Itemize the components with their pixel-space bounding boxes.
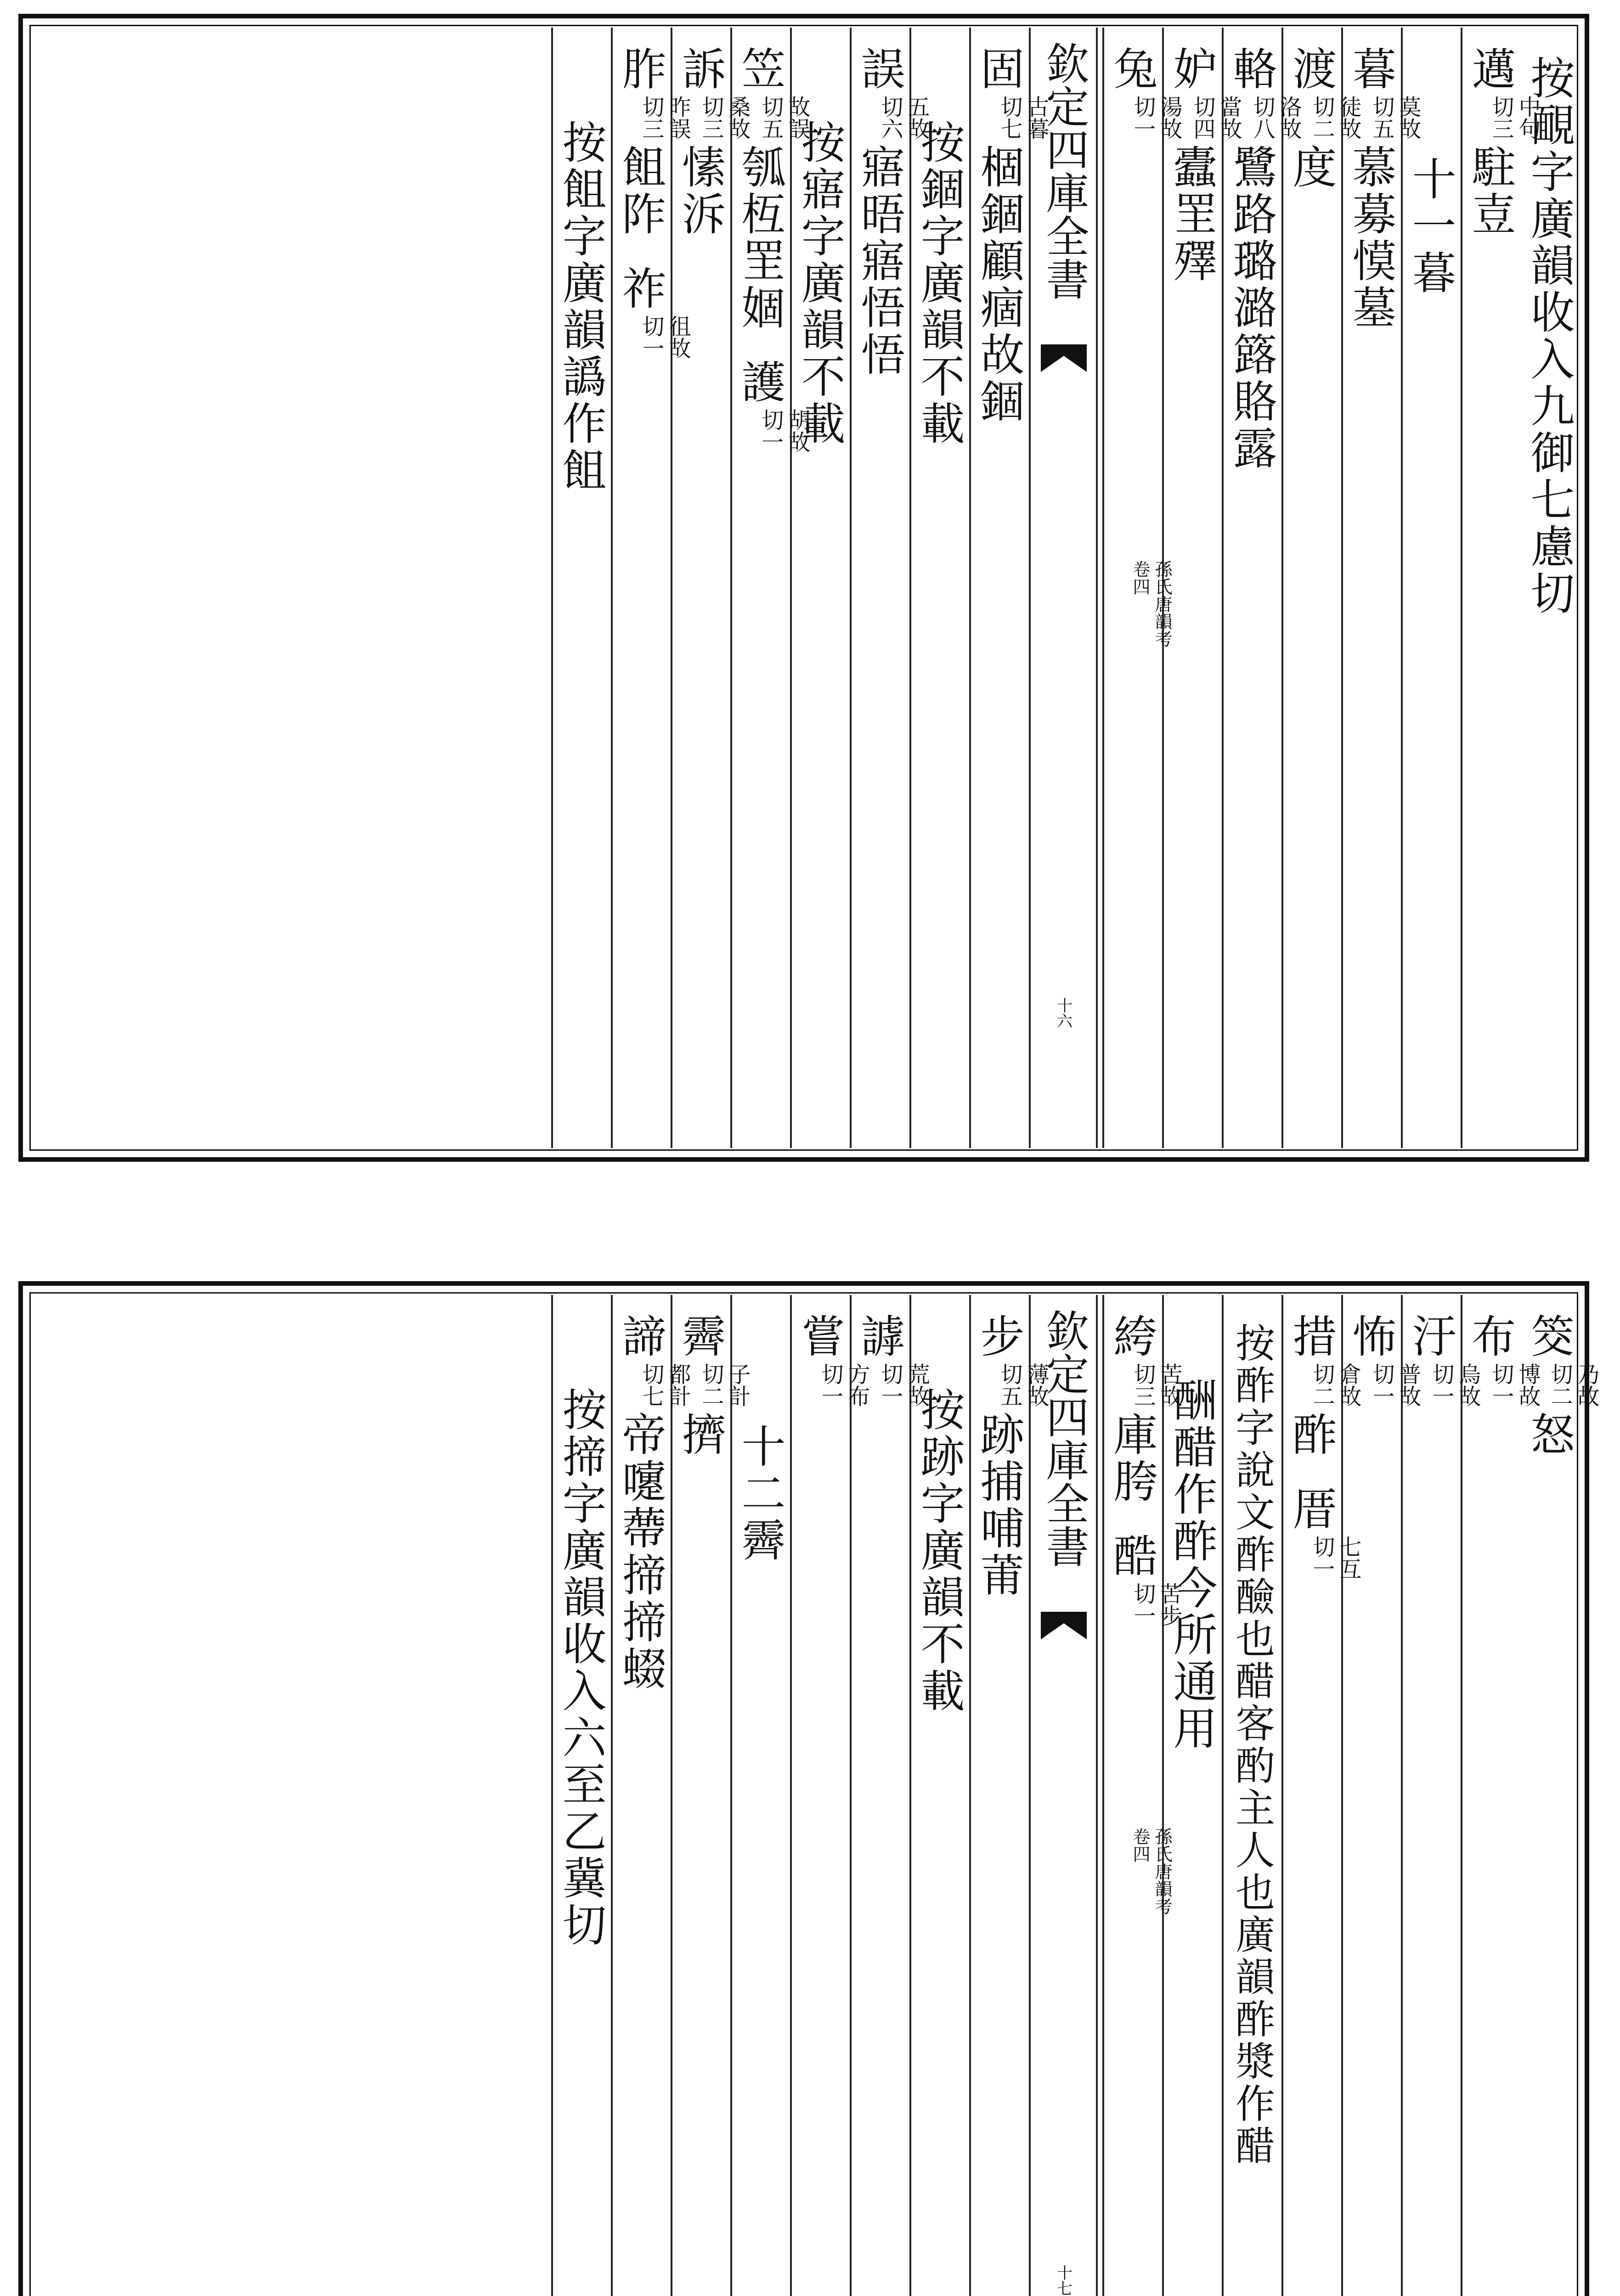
entry-head: 布	[1465, 1313, 1516, 1360]
entry-tail: 鷺路璐潞簬賂露	[1226, 144, 1277, 472]
page-number: 十六	[1054, 997, 1072, 1029]
gloss-line: 湯故	[1157, 96, 1182, 140]
column-11	[909, 1295, 967, 2296]
gloss-line: 切五	[758, 96, 784, 140]
gloss-line: 故誤	[785, 96, 810, 140]
column-text: 按飷字廣韻譌作飷	[555, 119, 607, 494]
gloss-line: 切六	[877, 96, 903, 140]
gloss-line: 荒故	[904, 1363, 930, 1407]
entry-head: 霽	[675, 1313, 726, 1360]
gloss-line: 切一	[1488, 1363, 1514, 1407]
gloss-line: 切二	[1309, 96, 1335, 140]
column-12	[850, 1295, 930, 2296]
entry-head: 兔	[1106, 46, 1158, 93]
gloss-line: 子計	[725, 1363, 751, 1407]
page-number: 十七	[1054, 2265, 1072, 2296]
gloss-line: 切五	[997, 1363, 1022, 1407]
entry-tail: 跡捕哺莆	[973, 1412, 1025, 1599]
book-name: 孫氏唐韻考	[1152, 560, 1172, 647]
gloss-line: 切一	[1130, 1582, 1156, 1626]
entry-tail: 駐壴	[1465, 144, 1516, 238]
gloss-line: 胡故	[785, 409, 810, 453]
gloss-line: 切七	[638, 1363, 664, 1407]
gloss-line: 苦步	[1157, 1582, 1182, 1626]
gloss-line: 博故	[1515, 1363, 1541, 1407]
entry-head: 邁	[1465, 46, 1516, 93]
entry-head: 妒	[1166, 46, 1218, 93]
gloss-line: 切一	[638, 315, 664, 359]
entry-head: 諦	[615, 1313, 666, 1360]
gloss-line: 切一	[877, 1363, 903, 1407]
entry-head: 護	[734, 359, 786, 406]
section-heading: 十二霽	[734, 1424, 786, 1564]
entry-tail: 寤晤寤悟悟	[854, 144, 905, 378]
volume-label: 卷四	[1130, 1828, 1150, 1863]
gloss-line: 切一	[1309, 1536, 1335, 1580]
entry-head: 酷	[1106, 1533, 1158, 1580]
entry-head: 措	[1286, 1313, 1337, 1360]
top-page	[18, 14, 1589, 1162]
column-text: 按酢字說文酢醶也醋客酌主人也廣韻酢漿作醋	[1229, 1322, 1275, 2167]
gloss-line: 烏故	[1455, 1363, 1481, 1407]
column-text: 按揥字廣韻收入六至乙冀切	[555, 1387, 607, 1949]
gloss-line: 切二	[1309, 1363, 1335, 1407]
entry-tail: 瓠枑罜婟	[734, 144, 786, 332]
gloss-line: 倉故	[1336, 1363, 1361, 1407]
column-17	[551, 28, 609, 1148]
entry-tail: 帝嚔蔕揥揥蝃	[615, 1412, 666, 1693]
gloss-line: 普故	[1395, 1363, 1421, 1407]
entry-head: 胙	[615, 46, 666, 93]
entry-head: 厝	[1286, 1486, 1337, 1533]
column-1	[1520, 1295, 1599, 2296]
gloss-line: 切一	[1130, 96, 1156, 140]
gloss-line: 切五	[1369, 96, 1394, 140]
entry-head: 步	[973, 1313, 1025, 1360]
gloss-line: 切三	[1130, 1363, 1156, 1407]
entry-tail: 蠹罜殬	[1166, 144, 1218, 285]
book-title: 欽定四庫全書	[1039, 41, 1089, 300]
volume-label: 卷四	[1130, 560, 1150, 595]
gloss-line: 切三	[1488, 96, 1514, 140]
column-3	[1401, 1295, 1481, 2296]
entry-head: 汙	[1405, 1313, 1456, 1360]
entry-head: 渡	[1286, 46, 1337, 93]
entry-tail: 酢	[1286, 1412, 1337, 1458]
bottom-page	[18, 1281, 1599, 2296]
book-title: 欽定四庫全書	[1039, 1309, 1089, 1568]
entry-head: 祚	[615, 265, 666, 312]
column-text: 按錮字廣韻不載	[914, 119, 965, 447]
entry-head: 謼	[854, 1313, 905, 1360]
column-10	[969, 1295, 1049, 2296]
gloss-line: 方布	[844, 1363, 870, 1407]
gloss-line: 切二	[698, 1363, 724, 1407]
column-13	[790, 1295, 870, 2296]
entry-head: 筊	[1524, 1313, 1575, 1360]
column-text: 酬醋作酢今所通用	[1166, 1378, 1218, 1752]
gloss-line: 徒故	[1336, 96, 1361, 140]
gloss-line: 切二	[1547, 1363, 1573, 1407]
entry-tail: 慕募慔墓	[1345, 144, 1397, 332]
gloss-line: 莫故	[1395, 96, 1421, 140]
gloss-line: 七互	[1336, 1536, 1361, 1580]
gloss-line: 徂故	[665, 315, 691, 359]
gloss-line: 切七	[997, 96, 1022, 140]
entry-tail: 棝錮顧痼故錮	[973, 144, 1025, 425]
fishtail-mark-icon	[1041, 1612, 1087, 1639]
gloss-line: 中句	[1515, 96, 1541, 140]
gloss-line: 桑故	[725, 96, 751, 140]
section-heading: 十一暮	[1405, 156, 1456, 297]
column-17	[551, 1295, 609, 2296]
column-5	[1281, 1295, 1361, 2296]
entry-head: 固	[973, 46, 1025, 93]
entry-tail: 擠	[675, 1412, 726, 1458]
entry-tail: 庫胯	[1106, 1412, 1158, 1505]
gloss-line: 切一	[758, 409, 784, 453]
entry-tail: 度	[1286, 144, 1337, 191]
book-name: 孫氏唐韻考	[1152, 1828, 1172, 1915]
entry-head: 誤	[854, 46, 905, 93]
gloss-line: 古暮	[1023, 96, 1049, 140]
gloss-line: 薄故	[1023, 1363, 1049, 1407]
entry-tail: 愫泝	[675, 144, 726, 238]
gloss-line: 洛故	[1276, 96, 1302, 140]
column-16	[611, 28, 691, 1148]
gloss-line: 五故	[904, 96, 930, 140]
gloss-line: 切四	[1190, 96, 1215, 140]
gloss-line: 切八	[1249, 96, 1275, 140]
entry-head: 輅	[1226, 46, 1277, 93]
entry-head: 暮	[1345, 46, 1397, 93]
entry-tail: 怒	[1524, 1412, 1575, 1458]
gloss-line: 當故	[1216, 96, 1242, 140]
gloss-line: 切三	[698, 96, 724, 140]
gloss-line: 苦故	[1157, 1363, 1182, 1407]
gloss-line: 都計	[665, 1363, 691, 1407]
entry-head: 嘗	[794, 1313, 846, 1360]
column-text: 按寤字廣韻不載	[794, 119, 846, 447]
entry-head: 怖	[1345, 1313, 1397, 1360]
column-2	[1461, 1295, 1541, 2296]
gloss-line: 乃故	[1574, 1363, 1599, 1407]
gloss-line: 切三	[638, 96, 664, 140]
entry-head: 訴	[675, 46, 726, 93]
gloss-line: 切一	[1428, 1363, 1454, 1407]
gloss-line: 昨誤	[665, 96, 691, 140]
entry-tail: 飷阼	[615, 144, 666, 238]
gloss-line: 切一	[818, 1363, 843, 1407]
column-16	[611, 1295, 691, 2296]
entry-head: 笠	[734, 46, 786, 93]
column-text: 按跡字廣韻不載	[914, 1387, 965, 1715]
column-text: 按靦字廣韻收入九御七慮切	[1524, 55, 1575, 617]
column-6	[1222, 1295, 1280, 2296]
gloss-line: 切一	[1369, 1363, 1394, 1407]
entry-head: 絝	[1106, 1313, 1158, 1360]
